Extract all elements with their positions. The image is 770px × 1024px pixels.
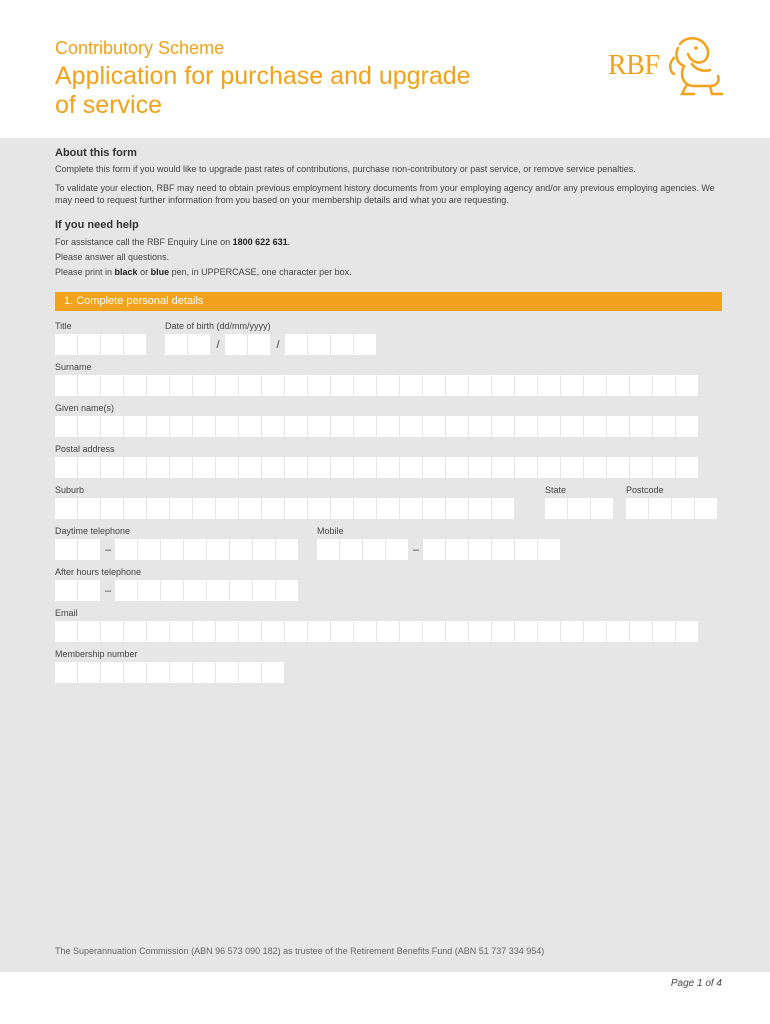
phone-box[interactable] <box>184 580 207 601</box>
character-box[interactable] <box>584 457 607 478</box>
character-box[interactable] <box>55 416 78 437</box>
character-box[interactable] <box>193 498 216 519</box>
character-box[interactable] <box>354 621 377 642</box>
character-box[interactable] <box>561 416 584 437</box>
character-box[interactable] <box>285 621 308 642</box>
lion-logo-icon <box>666 34 726 98</box>
character-box[interactable] <box>354 498 377 519</box>
membership-number-label: Membership number <box>55 649 138 659</box>
character-box[interactable] <box>124 416 147 437</box>
surname-input[interactable] <box>55 375 699 396</box>
character-box[interactable] <box>101 375 124 396</box>
character-box[interactable] <box>492 621 515 642</box>
dob-box[interactable] <box>188 334 211 355</box>
character-box[interactable] <box>193 662 216 683</box>
phone-box[interactable] <box>161 539 184 560</box>
dob-label: Date of birth (dd/mm/yyyy) <box>165 321 271 331</box>
daytime-telephone-label: Daytime telephone <box>55 526 131 536</box>
mobile-box[interactable] <box>515 539 538 560</box>
about-heading: About this form <box>55 147 137 159</box>
character-box[interactable] <box>262 498 285 519</box>
about-paragraph-1: Complete this form if you would like to upgrade past rates of contributions, purchase non-contributory or past service, or remove service penalties. <box>55 164 636 174</box>
mobile-box[interactable] <box>340 539 363 560</box>
character-box[interactable] <box>216 416 239 437</box>
mobile-box[interactable] <box>423 539 446 560</box>
character-box[interactable] <box>626 498 649 519</box>
character-box[interactable] <box>331 457 354 478</box>
character-box[interactable] <box>308 457 331 478</box>
character-box[interactable] <box>331 375 354 396</box>
character-box[interactable] <box>561 457 584 478</box>
character-box[interactable] <box>170 416 193 437</box>
phone-box[interactable] <box>161 580 184 601</box>
mobile-box[interactable] <box>317 539 340 560</box>
dob-box[interactable] <box>225 334 248 355</box>
section-1-header <box>55 292 722 311</box>
character-box[interactable] <box>262 662 285 683</box>
phone-box[interactable] <box>276 580 299 601</box>
character-box[interactable] <box>400 457 423 478</box>
character-box[interactable] <box>446 416 469 437</box>
about-paragraph-2: To validate your election, RBF may need to obtain previous employment history documents from your employing agency and/or any previous employing agencies. We may need to request further information from you based on your membership details and what you are requesting. <box>55 183 715 205</box>
character-box[interactable] <box>101 621 124 642</box>
character-box[interactable] <box>147 662 170 683</box>
character-box[interactable] <box>672 498 695 519</box>
mobile-input[interactable] <box>317 539 561 560</box>
character-box[interactable] <box>591 498 614 519</box>
character-box[interactable] <box>55 621 78 642</box>
character-box[interactable] <box>377 457 400 478</box>
character-box[interactable] <box>216 662 239 683</box>
phone-box[interactable] <box>115 539 138 560</box>
help-line-3-a: Please print in <box>55 267 115 277</box>
form-subtitle: Contributory Scheme <box>55 38 225 58</box>
character-box[interactable] <box>216 498 239 519</box>
dob-box[interactable] <box>308 334 331 355</box>
character-box[interactable] <box>446 621 469 642</box>
suburb-label: Suburb <box>55 485 85 495</box>
phone-separator: – <box>104 584 112 597</box>
postcode-label: Postcode <box>626 485 664 495</box>
character-box[interactable] <box>78 621 101 642</box>
character-box[interactable] <box>262 621 285 642</box>
help-line-1-text: For assistance call the RBF Enquiry Line on <box>55 237 233 247</box>
postal-address-label: Postal address <box>55 444 115 454</box>
given-names-label: Given name(s) <box>55 403 115 413</box>
phone-box[interactable] <box>55 580 78 601</box>
help-black: black <box>114 267 138 277</box>
character-box[interactable] <box>124 457 147 478</box>
character-box[interactable] <box>653 457 676 478</box>
postal-address-input[interactable] <box>55 457 699 478</box>
character-box[interactable] <box>216 621 239 642</box>
character-box[interactable] <box>239 662 262 683</box>
phone-box[interactable] <box>138 580 161 601</box>
character-box[interactable] <box>423 498 446 519</box>
phone-box[interactable] <box>253 539 276 560</box>
logo-text: RBF <box>608 50 660 81</box>
character-box[interactable] <box>124 498 147 519</box>
surname-label: Surname <box>55 362 92 372</box>
character-box[interactable] <box>216 375 239 396</box>
title-input[interactable] <box>55 334 147 355</box>
phone-box[interactable] <box>115 580 138 601</box>
dob-box[interactable] <box>285 334 308 355</box>
section-1-title: 1. Complete personal details <box>64 295 204 307</box>
character-box[interactable] <box>653 416 676 437</box>
character-box[interactable] <box>538 375 561 396</box>
phone-box[interactable] <box>276 539 299 560</box>
character-box[interactable] <box>147 498 170 519</box>
form-title: Application for purchase and upgrade of service <box>55 62 471 119</box>
help-line-1-end: . <box>287 237 291 247</box>
help-line-3-c: pen, in UPPERCASE, one character per box. <box>169 267 352 277</box>
dob-box[interactable] <box>248 334 271 355</box>
character-box[interactable] <box>400 621 423 642</box>
character-box[interactable] <box>653 621 676 642</box>
character-box[interactable] <box>239 416 262 437</box>
character-box[interactable] <box>676 621 699 642</box>
character-box[interactable] <box>147 416 170 437</box>
phone-box[interactable] <box>78 580 101 601</box>
mobile-separator: – <box>412 543 420 556</box>
character-box[interactable] <box>193 621 216 642</box>
character-box[interactable] <box>469 416 492 437</box>
phone-box[interactable] <box>184 539 207 560</box>
character-box[interactable] <box>653 375 676 396</box>
character-box[interactable] <box>124 375 147 396</box>
character-box[interactable] <box>469 375 492 396</box>
character-box[interactable] <box>308 621 331 642</box>
phone-box[interactable] <box>230 580 253 601</box>
phone-box[interactable] <box>230 539 253 560</box>
character-box[interactable] <box>78 498 101 519</box>
character-box[interactable] <box>193 457 216 478</box>
phone-box[interactable] <box>207 580 230 601</box>
character-box[interactable] <box>239 621 262 642</box>
daytime-telephone-input[interactable] <box>55 539 299 560</box>
mobile-box[interactable] <box>363 539 386 560</box>
title-box[interactable] <box>78 334 101 355</box>
character-box[interactable] <box>147 457 170 478</box>
character-box[interactable] <box>285 457 308 478</box>
character-box[interactable] <box>354 416 377 437</box>
character-box[interactable] <box>308 416 331 437</box>
state-label: State <box>545 485 567 495</box>
trustee-footnote: The Superannuation Commission (ABN 96 573 090 182) as trustee of the Retirement Benefits Fund (ABN 51 737 334 954) <box>55 946 545 956</box>
character-box[interactable] <box>308 375 331 396</box>
character-box[interactable] <box>354 457 377 478</box>
dob-input[interactable] <box>165 334 377 355</box>
character-box[interactable] <box>78 457 101 478</box>
character-box[interactable] <box>78 375 101 396</box>
mobile-box[interactable] <box>492 539 515 560</box>
page-number: Page 1 of 4 <box>670 978 722 989</box>
mobile-box[interactable] <box>538 539 561 560</box>
dob-box[interactable] <box>331 334 354 355</box>
character-box[interactable] <box>377 416 400 437</box>
character-box[interactable] <box>630 621 653 642</box>
character-box[interactable] <box>331 416 354 437</box>
character-box[interactable] <box>331 621 354 642</box>
email-label: Email <box>55 608 78 618</box>
title-box[interactable] <box>55 334 78 355</box>
after-hours-telephone-input[interactable] <box>55 580 299 601</box>
character-box[interactable] <box>446 457 469 478</box>
character-box[interactable] <box>170 375 193 396</box>
character-box[interactable] <box>630 375 653 396</box>
character-box[interactable] <box>423 416 446 437</box>
character-box[interactable] <box>400 375 423 396</box>
character-box[interactable] <box>695 498 718 519</box>
character-box[interactable] <box>607 457 630 478</box>
character-box[interactable] <box>649 498 672 519</box>
character-box[interactable] <box>239 375 262 396</box>
character-box[interactable] <box>262 416 285 437</box>
title-box[interactable] <box>124 334 147 355</box>
character-box[interactable] <box>377 498 400 519</box>
phone-separator: – <box>104 543 112 556</box>
character-box[interactable] <box>262 375 285 396</box>
character-box[interactable] <box>55 498 78 519</box>
character-box[interactable] <box>170 498 193 519</box>
character-box[interactable] <box>545 498 568 519</box>
character-box[interactable] <box>515 375 538 396</box>
suburb-input[interactable] <box>55 498 515 519</box>
mobile-box[interactable] <box>446 539 469 560</box>
character-box[interactable] <box>101 457 124 478</box>
character-box[interactable] <box>676 416 699 437</box>
character-box[interactable] <box>354 375 377 396</box>
character-box[interactable] <box>469 457 492 478</box>
character-box[interactable] <box>78 416 101 437</box>
character-box[interactable] <box>515 621 538 642</box>
character-box[interactable] <box>584 375 607 396</box>
character-box[interactable] <box>124 621 147 642</box>
character-box[interactable] <box>170 457 193 478</box>
phone-box[interactable] <box>138 539 161 560</box>
character-box[interactable] <box>193 375 216 396</box>
character-box[interactable] <box>423 621 446 642</box>
character-box[interactable] <box>630 457 653 478</box>
character-box[interactable] <box>446 375 469 396</box>
character-box[interactable] <box>676 457 699 478</box>
character-box[interactable] <box>400 416 423 437</box>
state-input[interactable] <box>545 498 614 519</box>
character-box[interactable] <box>515 457 538 478</box>
character-box[interactable] <box>55 375 78 396</box>
character-box[interactable] <box>469 621 492 642</box>
help-line-3 <box>55 266 725 278</box>
character-box[interactable] <box>630 416 653 437</box>
character-box[interactable] <box>55 457 78 478</box>
email-input[interactable] <box>55 621 699 642</box>
character-box[interactable] <box>561 375 584 396</box>
character-box[interactable] <box>101 498 124 519</box>
character-box[interactable] <box>538 457 561 478</box>
character-box[interactable] <box>285 416 308 437</box>
character-box[interactable] <box>423 375 446 396</box>
phone-box[interactable] <box>55 539 78 560</box>
character-box[interactable] <box>193 416 216 437</box>
character-box[interactable] <box>538 621 561 642</box>
character-box[interactable] <box>607 375 630 396</box>
mobile-label: Mobile <box>317 526 344 536</box>
character-box[interactable] <box>101 416 124 437</box>
character-box[interactable] <box>492 498 515 519</box>
after-hours-telephone-label: After hours telephone <box>55 567 142 577</box>
character-box[interactable] <box>584 416 607 437</box>
character-box[interactable] <box>285 498 308 519</box>
character-box[interactable] <box>147 621 170 642</box>
character-box[interactable] <box>469 498 492 519</box>
mobile-box[interactable] <box>469 539 492 560</box>
character-box[interactable] <box>285 375 308 396</box>
title-box[interactable] <box>101 334 124 355</box>
character-box[interactable] <box>377 621 400 642</box>
character-box[interactable] <box>446 498 469 519</box>
character-box[interactable] <box>331 498 354 519</box>
character-box[interactable] <box>147 375 170 396</box>
character-box[interactable] <box>676 375 699 396</box>
help-line-3-b: or <box>137 267 151 277</box>
character-box[interactable] <box>400 498 423 519</box>
character-box[interactable] <box>584 621 607 642</box>
character-box[interactable] <box>492 457 515 478</box>
character-box[interactable] <box>308 498 331 519</box>
character-box[interactable] <box>561 621 584 642</box>
character-box[interactable] <box>101 662 124 683</box>
dob-box[interactable] <box>354 334 377 355</box>
dob-separator: / <box>216 338 220 351</box>
phone-box[interactable] <box>253 580 276 601</box>
character-box[interactable] <box>239 457 262 478</box>
enquiry-phone: 1800 622 631 <box>232 237 288 247</box>
postcode-input[interactable] <box>626 498 718 519</box>
rbf-logo <box>606 34 726 98</box>
help-heading: If you need help <box>55 219 139 231</box>
help-line-1 <box>55 236 725 248</box>
character-box[interactable] <box>78 662 101 683</box>
character-box[interactable] <box>492 375 515 396</box>
given-names-input[interactable] <box>55 416 699 437</box>
membership-number-input[interactable] <box>55 662 285 683</box>
dob-separator: / <box>276 338 280 351</box>
character-box[interactable] <box>170 662 193 683</box>
character-box[interactable] <box>538 416 561 437</box>
header <box>0 0 770 138</box>
dob-box[interactable] <box>165 334 188 355</box>
character-box[interactable] <box>216 457 239 478</box>
character-box[interactable] <box>55 662 78 683</box>
character-box[interactable] <box>124 662 147 683</box>
character-box[interactable] <box>170 621 193 642</box>
character-box[interactable] <box>492 416 515 437</box>
character-box[interactable] <box>607 621 630 642</box>
help-blue: blue <box>150 267 170 277</box>
character-box[interactable] <box>262 457 285 478</box>
character-box[interactable] <box>423 457 446 478</box>
title-label: Title <box>55 321 72 331</box>
help-line-2: Please answer all questions. <box>55 252 170 262</box>
character-box[interactable] <box>239 498 262 519</box>
character-box[interactable] <box>607 416 630 437</box>
character-box[interactable] <box>568 498 591 519</box>
character-box[interactable] <box>515 416 538 437</box>
phone-box[interactable] <box>207 539 230 560</box>
phone-box[interactable] <box>78 539 101 560</box>
mobile-box[interactable] <box>386 539 409 560</box>
character-box[interactable] <box>377 375 400 396</box>
